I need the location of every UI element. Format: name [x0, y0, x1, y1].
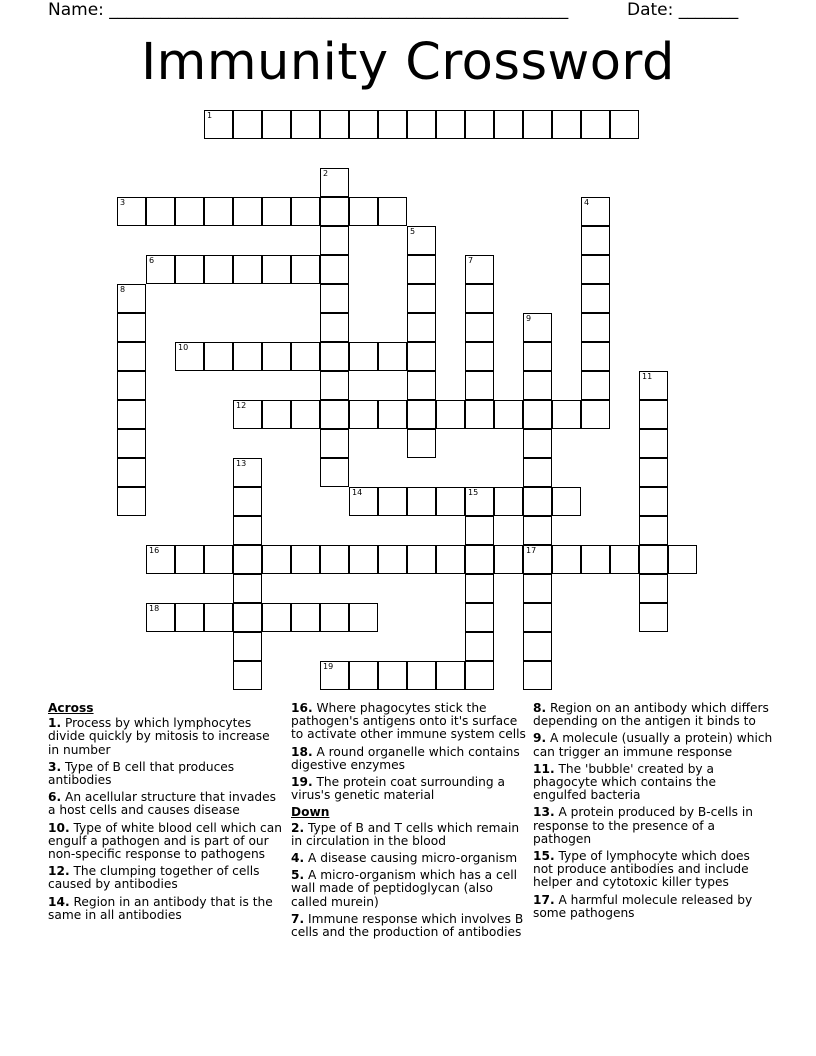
grid-cell[interactable] — [465, 284, 494, 313]
grid-cell[interactable] — [552, 487, 581, 516]
grid-cell[interactable] — [610, 545, 639, 574]
clue-text: Type of B cell that produces antibodies — [48, 759, 235, 788]
grid-cell[interactable] — [320, 313, 349, 342]
clue-number: 7. — [291, 911, 305, 926]
grid-cell[interactable] — [465, 574, 494, 603]
clue-text: Type of lymphocyte which does not produce antibodies and include helper and cytotoxic killer types — [533, 849, 750, 890]
grid-cell[interactable] — [349, 400, 378, 429]
grid-cell[interactable] — [291, 603, 320, 632]
grid-cell[interactable] — [407, 487, 436, 516]
clue-number-label: 10 — [178, 343, 189, 352]
clues-column-2 — [291, 702, 527, 943]
clue-number-label: 7 — [468, 256, 474, 265]
clue-text: Type of B and T cells which remain in circulation in the blood — [291, 820, 520, 848]
grid-cell[interactable] — [117, 400, 146, 429]
clue-item — [291, 913, 527, 939]
grid-cell[interactable] — [639, 603, 668, 632]
grid-cell[interactable] — [320, 168, 349, 197]
grid-cell[interactable] — [639, 458, 668, 487]
grid-cell[interactable] — [233, 545, 262, 574]
grid-cell[interactable] — [436, 661, 465, 690]
clue-item — [48, 761, 284, 787]
grid-cell[interactable] — [436, 487, 465, 516]
grid-cell[interactable] — [233, 255, 262, 284]
grid-cell[interactable] — [146, 603, 175, 632]
clue-number-label: 4 — [584, 198, 590, 207]
clue-text: A molecule (usually a protein) which can trigger an immune response — [533, 731, 773, 759]
grid-cell[interactable] — [233, 603, 262, 632]
grid-cell[interactable] — [581, 110, 610, 139]
grid-cell[interactable] — [552, 545, 581, 574]
grid-cell[interactable] — [262, 255, 291, 284]
grid-cell[interactable] — [349, 487, 378, 516]
grid-cell[interactable] — [465, 487, 494, 516]
grid-cell[interactable] — [523, 458, 552, 487]
grid-cell[interactable] — [204, 110, 233, 139]
grid-cell[interactable] — [523, 400, 552, 429]
clues-column-1 — [48, 702, 284, 926]
clue-number-label: 18 — [149, 604, 160, 613]
clue-item — [533, 732, 773, 758]
clue-text: A micro-organism which has a cell wall made of peptidoglycan (also called murein) — [291, 868, 517, 909]
clue-number: 8. — [533, 701, 547, 715]
down-clue-list — [291, 822, 527, 940]
grid-cell[interactable] — [436, 110, 465, 139]
clue-number: 6. — [48, 790, 62, 805]
clue-number: 10. — [48, 820, 70, 835]
grid-cell[interactable] — [465, 603, 494, 632]
grid-cell[interactable] — [378, 545, 407, 574]
clue-item — [291, 869, 527, 909]
clue-item — [533, 850, 773, 890]
clue-number-label: 11 — [642, 372, 653, 381]
grid-cell[interactable] — [175, 545, 204, 574]
clue-number: 18. — [291, 744, 313, 759]
grid-cell[interactable] — [291, 110, 320, 139]
grid-cell[interactable] — [204, 545, 233, 574]
grid-cell[interactable] — [233, 197, 262, 226]
clue-number-label: 6 — [149, 256, 155, 265]
grid-cell[interactable] — [639, 371, 668, 400]
grid-cell[interactable] — [407, 284, 436, 313]
page-title: Immunity Crossword — [141, 33, 675, 92]
grid-cell[interactable] — [233, 487, 262, 516]
clue-item — [291, 852, 527, 865]
grid-cell[interactable] — [320, 110, 349, 139]
grid-cell[interactable] — [262, 342, 291, 371]
grid-cell[interactable] — [291, 255, 320, 284]
grid-cell[interactable] — [320, 400, 349, 429]
grid-cell[interactable] — [465, 516, 494, 545]
grid-cell[interactable] — [668, 545, 697, 574]
grid-cell[interactable] — [233, 110, 262, 139]
grid-cell[interactable] — [117, 342, 146, 371]
clue-number-label: 19 — [323, 662, 334, 671]
grid-cell[interactable] — [320, 197, 349, 226]
clue-item — [533, 894, 773, 920]
clue-item — [533, 763, 773, 803]
grid-cell[interactable] — [117, 371, 146, 400]
clue-item — [48, 791, 284, 817]
clue-number-label: 14 — [352, 488, 363, 497]
clue-number: 16. — [291, 701, 313, 715]
clue-text: An acellular structure that invades a host cells and causes disease — [48, 790, 277, 818]
clue-number-label: 5 — [410, 227, 416, 236]
grid-cell[interactable] — [523, 661, 552, 690]
clue-number-label: 13 — [236, 459, 247, 468]
grid-cell[interactable] — [407, 400, 436, 429]
grid-cell[interactable] — [175, 255, 204, 284]
date-field-line[interactable]: Date: _______ — [627, 0, 739, 20]
clue-item — [291, 702, 527, 742]
grid-cell[interactable] — [581, 545, 610, 574]
clue-number: 17. — [533, 892, 555, 907]
grid-cell[interactable] — [378, 342, 407, 371]
grid-cell[interactable] — [407, 429, 436, 458]
grid-cell[interactable] — [291, 197, 320, 226]
grid-cell[interactable] — [407, 371, 436, 400]
grid-cell[interactable] — [581, 226, 610, 255]
across-clue-list-continued — [291, 702, 527, 802]
grid-cell[interactable] — [291, 400, 320, 429]
clue-number-label: 12 — [236, 401, 247, 410]
grid-cell[interactable] — [523, 313, 552, 342]
grid-cell[interactable] — [320, 255, 349, 284]
clue-text: Region on an antibody which differs depending on the antigen it binds to — [533, 701, 769, 729]
grid-cell[interactable] — [523, 371, 552, 400]
clue-number-label: 1 — [207, 111, 213, 120]
clue-number-label: 3 — [120, 198, 126, 207]
grid-cell[interactable] — [581, 255, 610, 284]
grid-cell[interactable] — [262, 545, 291, 574]
clue-item — [48, 865, 284, 891]
grid-cell[interactable] — [204, 255, 233, 284]
clue-number-label: 2 — [323, 169, 329, 178]
grid-cell[interactable] — [407, 110, 436, 139]
grid-cell[interactable] — [378, 400, 407, 429]
grid-cell[interactable] — [465, 371, 494, 400]
clues-column-3 — [533, 702, 773, 924]
clue-number: 3. — [48, 759, 62, 774]
clue-number: 12. — [48, 864, 70, 879]
grid-cell[interactable] — [204, 603, 233, 632]
clue-text: Region in an antibody that is the same in all antibodies — [48, 894, 273, 922]
grid-cell[interactable] — [494, 400, 523, 429]
grid-cell[interactable] — [320, 226, 349, 255]
clue-number-label: 17 — [526, 546, 537, 555]
grid-cell[interactable] — [523, 516, 552, 545]
grid-cell[interactable] — [610, 110, 639, 139]
clue-text: The protein coat surrounding a virus's genetic material — [291, 775, 505, 803]
across-clue-list — [48, 717, 284, 922]
clue-text: A protein produced by B-cells in response to the presence of a pathogen — [533, 805, 753, 846]
down-heading: Down — [291, 805, 330, 820]
grid-cell[interactable] — [233, 632, 262, 661]
clue-number-label: 9 — [526, 314, 532, 323]
name-field-line[interactable]: Name: ______________________________________________________ — [48, 0, 569, 20]
grid-cell[interactable] — [639, 545, 668, 574]
clue-item — [48, 822, 284, 862]
clue-number: 19. — [291, 775, 313, 790]
grid-cell[interactable] — [320, 661, 349, 690]
grid-cell[interactable] — [349, 603, 378, 632]
grid-cell[interactable] — [320, 458, 349, 487]
grid-cell[interactable] — [233, 458, 262, 487]
clue-number-label: 15 — [468, 488, 479, 497]
grid-cell[interactable] — [320, 284, 349, 313]
grid-cell[interactable] — [494, 110, 523, 139]
grid-cell[interactable] — [117, 429, 146, 458]
grid-cell[interactable] — [291, 545, 320, 574]
grid-cell[interactable] — [494, 545, 523, 574]
grid-cell[interactable] — [407, 342, 436, 371]
grid-cell[interactable] — [581, 313, 610, 342]
clue-number: 2. — [291, 820, 305, 835]
grid-cell[interactable] — [639, 487, 668, 516]
grid-cell[interactable] — [291, 342, 320, 371]
grid-cell[interactable] — [523, 545, 552, 574]
grid-cell[interactable] — [552, 400, 581, 429]
grid-cell[interactable] — [146, 545, 175, 574]
across-heading: Across — [48, 701, 94, 715]
grid-cell[interactable] — [233, 400, 262, 429]
grid-cell[interactable] — [639, 429, 668, 458]
grid-cell[interactable] — [262, 110, 291, 139]
grid-cell[interactable] — [581, 371, 610, 400]
grid-cell[interactable] — [378, 110, 407, 139]
clue-number-label: 8 — [120, 285, 126, 294]
clue-number: 1. — [48, 716, 62, 731]
grid-cell[interactable] — [320, 603, 349, 632]
down-clue-list-continued — [533, 702, 773, 920]
grid-cell[interactable] — [552, 110, 581, 139]
grid-cell[interactable] — [465, 400, 494, 429]
grid-cell[interactable] — [581, 197, 610, 226]
grid-cell[interactable] — [146, 197, 175, 226]
grid-cell[interactable] — [494, 487, 523, 516]
grid-cell[interactable] — [465, 313, 494, 342]
clue-number-label: 16 — [149, 546, 160, 555]
clue-number: 11. — [533, 761, 555, 776]
grid-cell[interactable] — [349, 661, 378, 690]
clue-number: 4. — [291, 851, 305, 866]
clue-item — [48, 896, 284, 922]
grid-cell[interactable] — [320, 545, 349, 574]
clue-text: Process by which lymphocytes divide quickly by mitosis to increase in number — [48, 716, 270, 757]
clue-item — [291, 746, 527, 772]
grid-cell[interactable] — [465, 110, 494, 139]
clue-text: Where phagocytes stick the pathogen's antigens onto it's surface to activate other immune system cells — [291, 701, 526, 742]
grid-cell[interactable] — [262, 603, 291, 632]
clue-text: Immune response which involves B cells and the production of antibodies — [291, 911, 524, 940]
grid-cell[interactable] — [233, 342, 262, 371]
grid-cell[interactable] — [117, 487, 146, 516]
grid-cell[interactable] — [233, 661, 262, 690]
grid-cell[interactable] — [204, 342, 233, 371]
grid-cell[interactable] — [465, 661, 494, 690]
grid-cell[interactable] — [407, 661, 436, 690]
grid-cell[interactable] — [175, 197, 204, 226]
grid-cell[interactable] — [523, 110, 552, 139]
grid-cell[interactable] — [639, 400, 668, 429]
grid-cell[interactable] — [117, 458, 146, 487]
grid-cell[interactable] — [465, 255, 494, 284]
grid-cell[interactable] — [233, 574, 262, 603]
clue-text: The 'bubble' created by a phagocyte which contains the engulfed bacteria — [533, 761, 717, 803]
grid-cell[interactable] — [320, 342, 349, 371]
grid-cell[interactable] — [581, 342, 610, 371]
grid-cell[interactable] — [349, 110, 378, 139]
grid-cell[interactable] — [117, 284, 146, 313]
grid-cell[interactable] — [262, 197, 291, 226]
clue-number: 13. — [533, 805, 555, 820]
clue-text: Type of white blood cell which can engulf a pathogen and is part of our non-specific response to pathogens — [48, 820, 282, 862]
grid-cell[interactable] — [175, 603, 204, 632]
clue-number: 5. — [291, 868, 305, 883]
grid-cell[interactable] — [320, 371, 349, 400]
grid-cell[interactable] — [523, 342, 552, 371]
grid-cell[interactable] — [378, 197, 407, 226]
grid-cell[interactable] — [407, 313, 436, 342]
grid-cell[interactable] — [436, 400, 465, 429]
clue-item — [533, 806, 773, 846]
grid-cell[interactable] — [146, 255, 175, 284]
grid-cell[interactable] — [639, 516, 668, 545]
clue-number: 15. — [533, 849, 555, 864]
clue-item — [533, 702, 773, 728]
grid-cell[interactable] — [407, 226, 436, 255]
grid-cell[interactable] — [204, 197, 233, 226]
grid-cell[interactable] — [407, 255, 436, 284]
grid-cell[interactable] — [523, 429, 552, 458]
grid-cell[interactable] — [436, 545, 465, 574]
grid-cell[interactable] — [465, 342, 494, 371]
grid-cell[interactable] — [523, 603, 552, 632]
grid-cell[interactable] — [465, 632, 494, 661]
clue-number: 14. — [48, 894, 70, 909]
grid-cell[interactable] — [378, 487, 407, 516]
clue-text: A harmful molecule released by some pathogens — [533, 892, 753, 920]
grid-cell[interactable] — [378, 661, 407, 690]
grid-cell[interactable] — [349, 342, 378, 371]
grid-cell[interactable] — [349, 545, 378, 574]
grid-cell[interactable] — [581, 400, 610, 429]
grid-cell[interactable] — [523, 574, 552, 603]
grid-cell[interactable] — [407, 545, 436, 574]
grid-cell[interactable] — [117, 197, 146, 226]
grid-cell[interactable] — [320, 429, 349, 458]
clue-number: 9. — [533, 731, 547, 746]
clue-text: A round organelle which contains digestive enzymes — [291, 744, 520, 772]
clue-item — [291, 776, 527, 802]
grid-cell[interactable] — [233, 516, 262, 545]
clue-text: The clumping together of cells caused by antibodies — [48, 864, 260, 892]
clue-text: A disease causing micro-organism — [304, 851, 518, 866]
grid-cell[interactable] — [523, 632, 552, 661]
clue-item — [291, 822, 527, 848]
clue-item — [48, 717, 284, 757]
grid-cell[interactable] — [117, 313, 146, 342]
grid-cell[interactable] — [262, 400, 291, 429]
grid-cell[interactable] — [175, 342, 204, 371]
grid-cell[interactable] — [349, 197, 378, 226]
grid-cell[interactable] — [639, 574, 668, 603]
grid-cell[interactable] — [581, 284, 610, 313]
grid-cell[interactable] — [523, 487, 552, 516]
grid-cell[interactable] — [465, 545, 494, 574]
